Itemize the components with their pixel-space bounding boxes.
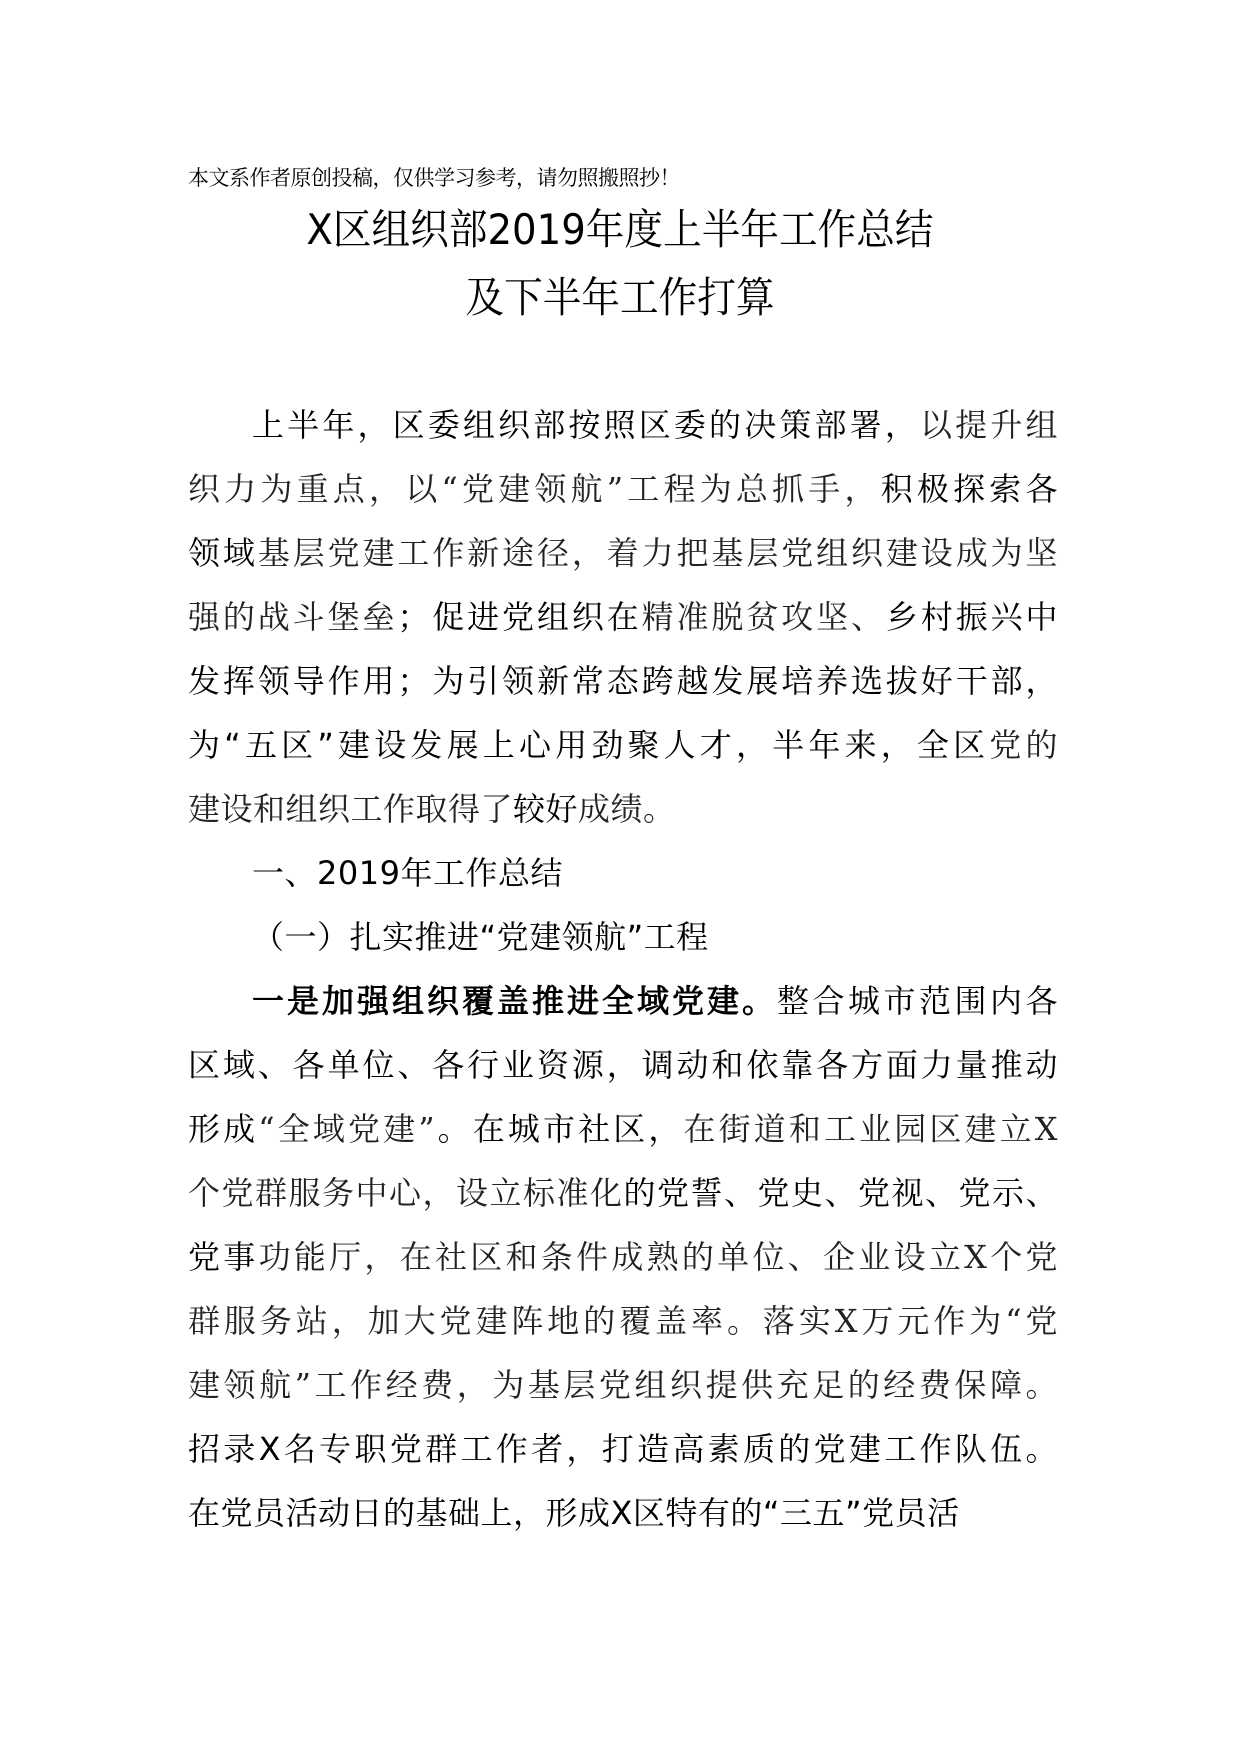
- text-line: [188, 1417, 1058, 1481]
- text-segment: 发挥领导作用；为引领新常态跨越发展培养选拔好干部，: [188, 662, 1058, 700]
- text-segment: ；促进党组织在: [397, 598, 642, 636]
- intro-paragraph: [188, 393, 1058, 841]
- text-segment: 领域: [188, 534, 258, 572]
- document-body: [188, 393, 1058, 1545]
- text-segment: 的党誓、党史、党视、党示、: [623, 1174, 1058, 1212]
- text-line: [188, 1033, 1058, 1097]
- text-segment: 在党员活动日的基础上，形成X区特有的“三五”党员活: [188, 1494, 960, 1532]
- subsection-heading: （一）扎实推进“党建领航”工程: [252, 918, 709, 956]
- text-segment: 招录X名专职党群工作者，打造高素质的党建工作队伍。: [188, 1430, 1058, 1468]
- disclaimer-note: 本文系作者原创投稿，仅供学习参考，请勿照搬照抄！: [188, 166, 680, 190]
- text-segment: 功能厅，在社区和条件成熟的单位、企业设立X个党: [258, 1238, 1058, 1276]
- text-segment: “全域党建”: [258, 1110, 436, 1148]
- text-segment: 一是加强组织覆盖推进全域党建。: [252, 982, 777, 1020]
- text-segment: 精准脱贫攻坚、: [641, 598, 886, 636]
- text-line: [188, 713, 1058, 777]
- document-title-line-2: 及下半年工作打算: [465, 273, 775, 322]
- text-segment: 在街道和工业园区建立X: [683, 1110, 1058, 1148]
- text-segment: 成绩。: [578, 790, 676, 828]
- text-line: [188, 777, 1058, 841]
- text-line: [188, 393, 1058, 457]
- text-line: [188, 969, 1058, 1033]
- point-paragraph: [188, 969, 1058, 1545]
- text-segment: 形成: [188, 1110, 259, 1148]
- text-line: [188, 1161, 1058, 1225]
- text-line: [188, 1353, 1058, 1417]
- text-segment: 织力为重点，以“党建领航”工程为总抓手，: [188, 470, 881, 508]
- text-segment: 上半年，区委组织部按照区委的决策部署，: [252, 406, 920, 444]
- text-segment: 基层党建工作新途径，着力把基层党组织建设成为坚: [257, 534, 1058, 572]
- text-segment: 党的: [989, 726, 1058, 764]
- text-line: [188, 521, 1058, 585]
- text-line: [188, 1481, 1058, 1545]
- document-title-line-1: X区组织部2019年度上半年工作总结: [306, 205, 934, 254]
- section-heading: 一、2019年工作总结: [252, 854, 563, 892]
- text-segment: 。在城市社区，: [435, 1110, 684, 1148]
- text-line: [188, 585, 1058, 649]
- text-segment: 积极探索各: [880, 470, 1058, 508]
- text-segment: 党事: [188, 1238, 259, 1276]
- text-segment: 区域、各单位、各行业资源，调动和依靠各方面力量推动: [188, 1046, 1058, 1084]
- text-line: [188, 1225, 1058, 1289]
- text-segment: 为“五区”建设发展上心用劲聚人才，半年来，全区: [188, 726, 990, 764]
- text-line: [188, 1289, 1058, 1353]
- text-segment: 乡村振兴中: [885, 598, 1058, 636]
- text-line: [188, 649, 1058, 713]
- text-segment: 较好: [513, 790, 579, 828]
- text-segment: 群服务站，加大党建阵地的覆盖率。落实X万元作为“党: [188, 1302, 1058, 1340]
- text-line: [188, 1097, 1058, 1161]
- text-segment: 以提升组: [920, 406, 1058, 444]
- text-segment: 个党群服务中心，设立标准化: [188, 1174, 624, 1212]
- text-segment: 整合城市范围内各: [776, 982, 1058, 1020]
- text-segment: 建设和组织工作取得了: [188, 790, 514, 828]
- text-line: [188, 457, 1058, 521]
- text-segment: 建领航”工作经费，为基层党组织提供充足的经费保障。: [188, 1366, 1058, 1404]
- text-segment: 强的战斗堡垒: [188, 598, 398, 636]
